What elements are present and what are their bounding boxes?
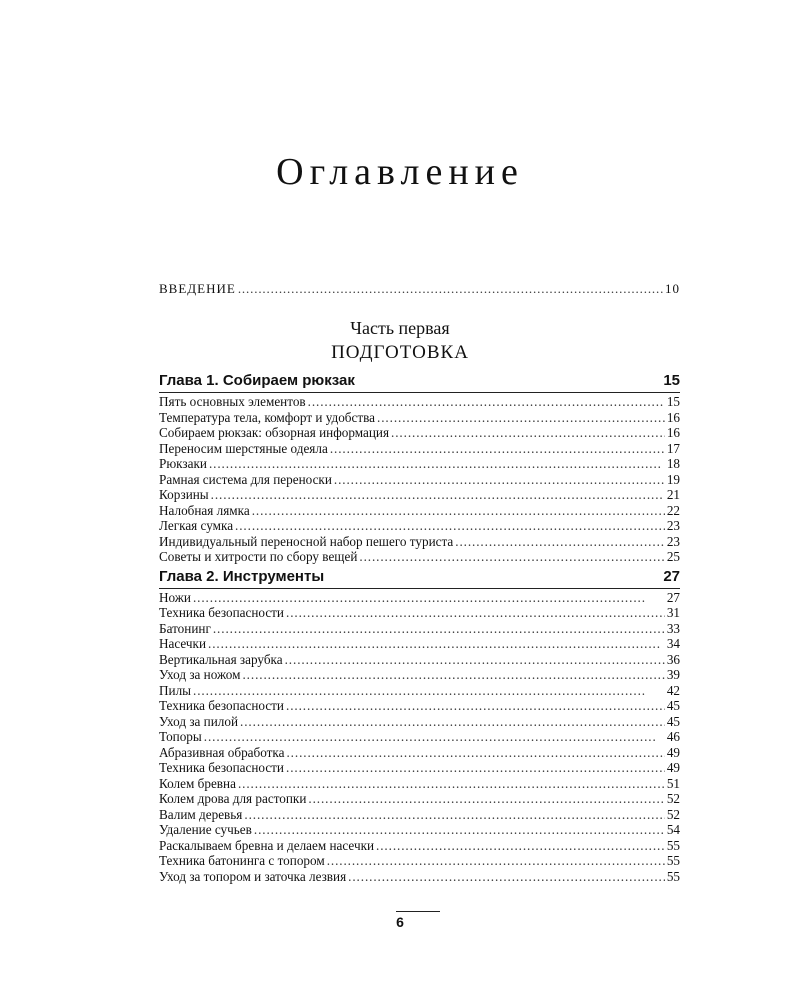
- entry-title: Уход за пилой: [159, 713, 239, 729]
- toc-entry: [159, 776, 680, 792]
- dot-leader: [235, 518, 665, 534]
- dot-leader: [377, 410, 665, 426]
- toc-entry: [159, 636, 680, 652]
- entry-page: 22: [666, 502, 680, 518]
- entry-page: 42: [666, 682, 680, 698]
- entry-page: 52: [666, 791, 680, 806]
- entry-title: Индивидуальный переносной набор пешего туриста: [159, 533, 454, 549]
- entry-page: 51: [666, 775, 680, 791]
- toc-entry: [159, 698, 680, 714]
- intro-page: 10: [665, 281, 680, 296]
- entry-page: 23: [666, 533, 680, 549]
- dot-leader: [213, 621, 665, 637]
- entry-page: 15: [666, 394, 680, 409]
- entry-title: Ножи: [159, 589, 191, 605]
- dot-leader: [348, 869, 665, 885]
- entry-page: 49: [666, 744, 680, 760]
- entry-title: Удаление сучьев: [159, 822, 252, 837]
- entry-title: Раскалываем бревна и делаем насечки: [159, 837, 375, 853]
- toc-entry: [159, 425, 680, 441]
- entry-title: Уход за топором и заточка лезвия: [159, 868, 347, 884]
- entry-title: Абразивная обработка: [159, 744, 285, 760]
- entry-page: 18: [666, 456, 680, 471]
- entry-page: 45: [666, 713, 680, 729]
- chapter-title: Глава 2. Инструменты: [159, 567, 325, 585]
- dot-leader: [252, 503, 665, 519]
- toc-entry: [159, 791, 680, 807]
- entry-page: 16: [666, 409, 680, 425]
- dot-leader: [308, 791, 664, 807]
- toc-entry: [159, 394, 680, 410]
- toc-entry: [159, 683, 680, 699]
- toc-entry: [159, 503, 680, 519]
- entry-title: Валим деревья: [159, 806, 243, 822]
- entry-title: Техника безопасности: [159, 760, 284, 775]
- entry-title: Собираем рюкзак: обзорная информация: [159, 425, 390, 440]
- entry-title: Техника безопасности: [159, 605, 284, 620]
- toc-entry: [159, 472, 680, 488]
- dot-leader: [242, 667, 664, 683]
- entry-page: 34: [666, 636, 680, 651]
- dot-leader: [244, 807, 664, 823]
- part-label: Часть первая: [350, 318, 450, 338]
- entry-title: Техника батонинга с топором: [159, 853, 325, 868]
- entry-page: 16: [666, 425, 680, 440]
- entry-page: 39: [666, 667, 680, 682]
- entry-page: 17: [666, 440, 680, 456]
- toc-entry: [159, 807, 680, 823]
- entry-title: Советы и хитрости по сбору вещей: [159, 549, 358, 564]
- entry-title: Батонинг: [159, 620, 211, 636]
- dot-leader: [334, 472, 665, 488]
- chapter-page: 15: [663, 372, 680, 389]
- dot-leader: [391, 425, 665, 441]
- dot-leader: [204, 729, 665, 745]
- entry-page: 55: [666, 868, 680, 884]
- entry-title: Корзины: [159, 487, 209, 502]
- dot-leader: [286, 605, 665, 621]
- footer-rule: [396, 911, 440, 912]
- entry-title: Вертикальная зарубка: [159, 651, 283, 667]
- entry-page: 19: [666, 471, 680, 487]
- entry-page: 36: [666, 651, 680, 667]
- dot-leader: [240, 714, 665, 730]
- entry-page: 49: [666, 760, 680, 775]
- table-of-contents: [159, 372, 680, 884]
- dot-leader: [286, 698, 665, 714]
- entry-title: Насечки: [159, 636, 207, 651]
- entry-page: 21: [666, 487, 680, 502]
- entry-page: 52: [666, 806, 680, 822]
- dot-leader: [238, 281, 663, 297]
- dot-leader: [330, 441, 665, 457]
- toc-entry: [159, 822, 680, 838]
- entry-page: 31: [666, 605, 680, 620]
- entry-title: Рюкзаки: [159, 456, 207, 471]
- entry-page: 27: [666, 589, 680, 605]
- toc-entry: [159, 714, 680, 730]
- chapter-page: 27: [663, 567, 680, 585]
- toc-entry: [159, 518, 680, 534]
- dot-leader: [238, 776, 665, 792]
- dot-leader: [285, 652, 665, 668]
- toc-entry: [159, 487, 680, 503]
- entry-page: 45: [666, 698, 680, 713]
- toc-entry: [159, 853, 680, 869]
- part-title: ПОДГОТОВКА: [331, 342, 469, 363]
- page-title: Оглавление: [276, 151, 524, 194]
- toc-entry: [159, 838, 680, 854]
- toc-entry: [159, 410, 680, 426]
- entry-title: Переносим шерстяные одеяла: [159, 440, 328, 456]
- chapter-heading: [159, 568, 680, 589]
- toc-entry: [159, 621, 680, 637]
- entry-title: Легкая сумка: [159, 518, 234, 533]
- dot-leader: [308, 394, 665, 410]
- dot-leader: [211, 487, 665, 503]
- toc-entry: [159, 869, 680, 885]
- dot-leader: [286, 760, 665, 776]
- dot-leader: [376, 838, 665, 854]
- toc-entry: [159, 667, 680, 683]
- chapter-heading: [159, 372, 680, 393]
- entry-title: Уход за ножом: [159, 667, 241, 682]
- dot-leader: [193, 590, 665, 606]
- dot-leader: [254, 822, 665, 838]
- entry-page: 23: [666, 518, 680, 533]
- dot-leader: [359, 549, 664, 565]
- dot-leader: [209, 456, 665, 472]
- toc-entry: [159, 729, 680, 745]
- toc-entry: [159, 456, 680, 472]
- toc-entry: [159, 745, 680, 761]
- toc-entry: [159, 549, 680, 565]
- entry-title: Налобная лямка: [159, 502, 250, 518]
- chapter-title: Глава 1. Собираем рюкзак: [159, 372, 355, 389]
- toc-entry: [159, 652, 680, 668]
- toc-entry: [159, 590, 680, 606]
- entry-title: Температура тела, комфорт и удобства: [159, 409, 376, 425]
- page-number: 6: [396, 914, 404, 930]
- entry-page: 55: [666, 837, 680, 853]
- toc-entry: [159, 534, 680, 550]
- entry-page: 33: [666, 620, 680, 636]
- entry-title: Рамная система для переноски: [159, 471, 332, 487]
- dot-leader: [327, 853, 665, 869]
- toc-entry: [159, 441, 680, 457]
- entry-title: Пять основных элементов: [159, 394, 306, 409]
- entry-title: Пилы: [159, 682, 192, 698]
- entry-page: 54: [666, 822, 680, 837]
- entry-page: 46: [666, 729, 680, 744]
- entry-title: Топоры: [159, 729, 202, 744]
- toc-entry: [159, 605, 680, 621]
- dot-leader: [208, 636, 665, 652]
- intro-title: ВВЕДЕНИЕ: [159, 281, 236, 296]
- entry-page: 55: [666, 853, 680, 868]
- entry-title: Колем бревна: [159, 775, 236, 791]
- dot-leader: [455, 534, 665, 550]
- toc-entry: [159, 760, 680, 776]
- dot-leader: [286, 745, 664, 761]
- dot-leader: [193, 683, 665, 699]
- entry-title: Колем дрова для растопки: [159, 791, 307, 806]
- entry-title: Техника безопасности: [159, 698, 284, 713]
- toc-intro: [159, 281, 680, 297]
- entry-page: 25: [666, 549, 680, 564]
